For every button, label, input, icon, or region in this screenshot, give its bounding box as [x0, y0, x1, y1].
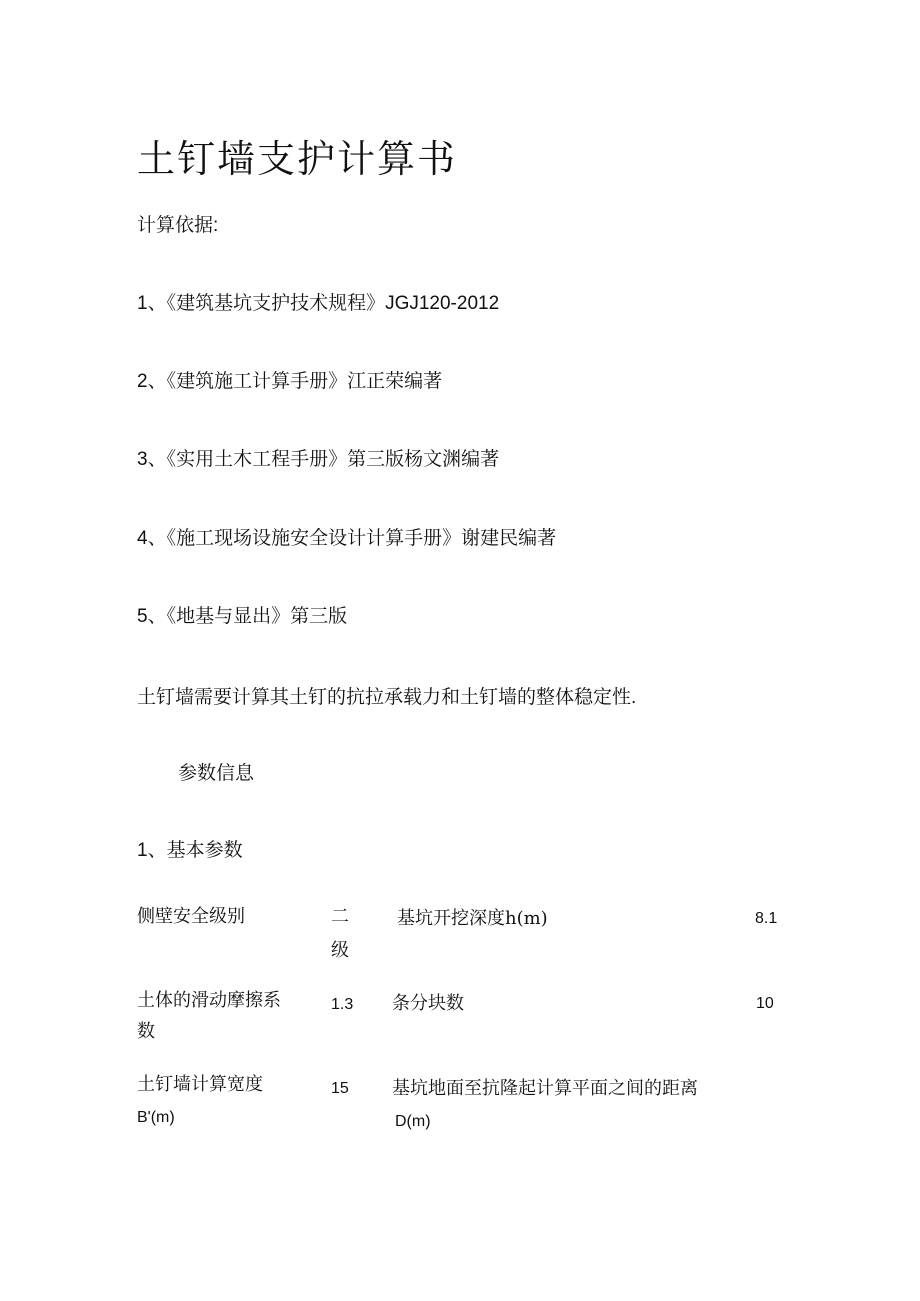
param-value: 1.3 — [331, 996, 354, 1013]
param-label: B'(m) — [137, 1109, 175, 1126]
reference-item: 1、《建筑基坑支护技术规程》JGJ120-2012 — [137, 293, 500, 314]
calculation-basis-label: 计算依据: — [137, 215, 219, 236]
reference-item: 5、《地基与显出》第三版 — [137, 606, 348, 627]
intro-paragraph: 土钉墙需要计算其土钉的抗拉承载力和土钉墙的整体稳定性. — [137, 687, 637, 708]
reference-item: 2、《建筑施工计算手册》江正荣编著 — [137, 371, 443, 392]
section-title: 参数信息 — [178, 763, 255, 784]
reference-item: 3、《实用土木工程手册》第三版杨文渊编著 — [137, 449, 500, 470]
param-label: 条分块数 — [392, 993, 464, 1014]
document-title: 土钉墙支护计算书 — [137, 137, 458, 181]
param-label: 基坑地面至抗隆起计算平面之间的距离 — [392, 1078, 698, 1099]
param-value: 10 — [756, 995, 774, 1012]
subsection-title: 1、基本参数 — [137, 840, 243, 861]
param-value: 8.1 — [755, 910, 778, 927]
param-label: 数 — [137, 1021, 155, 1042]
param-label: 土钉墙计算宽度 — [137, 1074, 263, 1095]
param-label: 土体的滑动摩擦系 — [137, 990, 281, 1011]
param-value: 二 — [331, 906, 349, 927]
reference-item: 4、《施工现场设施安全设计计算手册》谢建民编著 — [137, 528, 557, 549]
param-label: D(m) — [395, 1113, 431, 1130]
param-label: 基坑开挖深度h(m) — [397, 908, 548, 929]
param-label: 侧壁安全级别 — [137, 906, 245, 927]
param-value: 15 — [331, 1080, 349, 1097]
param-value: 级 — [331, 940, 349, 961]
